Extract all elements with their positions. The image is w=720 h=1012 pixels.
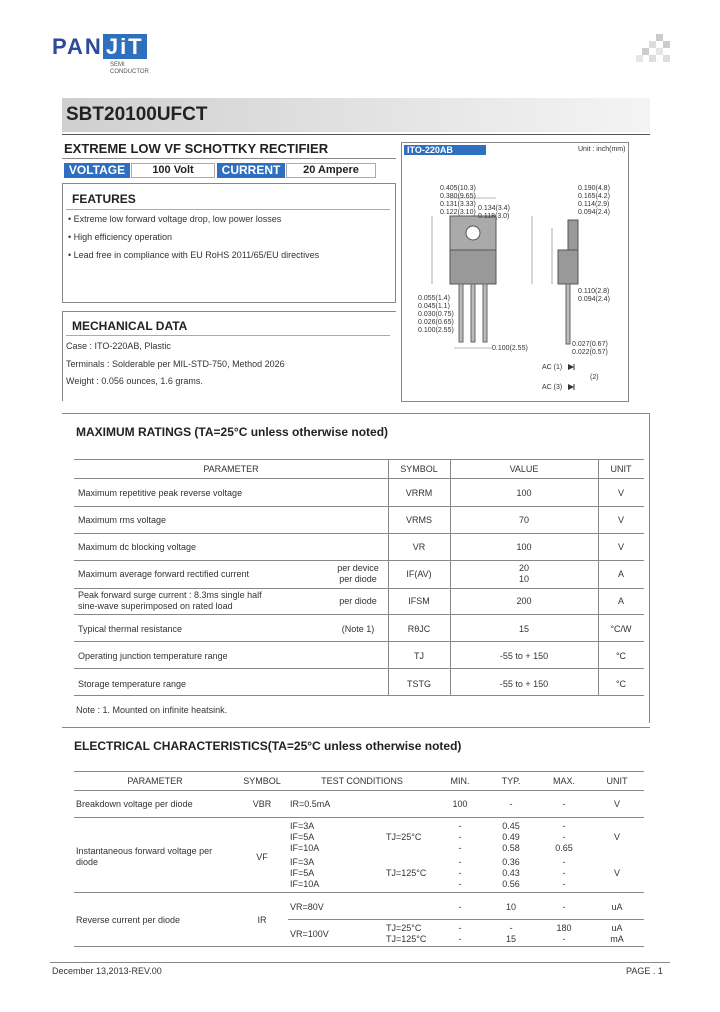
decorative-squares-icon bbox=[636, 34, 670, 68]
table-line bbox=[74, 478, 644, 479]
package-label: ITO-220AB bbox=[404, 145, 486, 155]
table-cell: Peak forward surge current : 8.3ms single half sine-wave superimposed on rated load bbox=[78, 590, 262, 611]
divider bbox=[62, 727, 650, 728]
dim-text: 0.110(2.8) 0.094(2.4) bbox=[578, 288, 610, 303]
company-logo bbox=[52, 34, 149, 76]
table-cell: mA bbox=[610, 934, 624, 944]
logo-sub2: CONDUCTOR bbox=[110, 69, 149, 75]
table-cell: -55 to + 150 bbox=[499, 679, 549, 689]
table-note: Note : 1. Mounted on infinite heatsink. bbox=[76, 705, 228, 715]
table-cell: TJ bbox=[414, 651, 424, 661]
table-cell: 20 10 bbox=[518, 563, 529, 584]
col-header: TYP. bbox=[501, 776, 521, 786]
table-cell: V bbox=[613, 799, 620, 809]
logo-sub1: SEMI bbox=[110, 62, 125, 68]
table-cell: - bbox=[458, 934, 462, 944]
table-cell: - bbox=[458, 857, 462, 867]
table-line bbox=[74, 695, 644, 696]
table-cell: per diode bbox=[339, 596, 377, 606]
mechanical-title: MECHANICAL DATA bbox=[72, 319, 188, 333]
table-cell: 70 bbox=[518, 515, 529, 525]
electrical-title: ELECTRICAL CHARACTERISTICS(TA=25°C unless otherwise noted) bbox=[74, 739, 462, 753]
table-cell: IF=3A bbox=[290, 821, 315, 831]
table-cell: VBR bbox=[252, 799, 272, 809]
table-cell: VR=80V bbox=[290, 902, 324, 912]
table-cell: Instantaneous forward voltage per diode bbox=[76, 846, 213, 867]
table-cell: uA bbox=[611, 923, 623, 933]
table-cell: TJ=125°C bbox=[386, 868, 427, 878]
table-cell: Typical thermal resistance bbox=[78, 624, 183, 634]
table-line bbox=[74, 771, 644, 772]
table-cell: IR bbox=[257, 915, 267, 925]
feature-item: • Lead free in compliance with EU RoHS 2011/65/EU directives bbox=[68, 250, 320, 260]
divider bbox=[62, 134, 650, 135]
table-line bbox=[288, 919, 644, 920]
table-cell: 100 bbox=[516, 488, 532, 498]
table-cell: 100 bbox=[452, 799, 468, 809]
voltage-label: VOLTAGE bbox=[64, 163, 130, 178]
table-cell: (Note 1) bbox=[341, 624, 375, 634]
mechanical-case: Case : ITO-220AB, Plastic bbox=[66, 341, 171, 351]
table-cell: 15 bbox=[505, 934, 516, 944]
mechanical-weight: Weight : 0.056 ounces, 1.6 grams. bbox=[66, 376, 203, 386]
table-line bbox=[74, 790, 644, 791]
feature-item: • High efficiency operation bbox=[68, 232, 173, 242]
table-cell: °C bbox=[615, 651, 627, 661]
pin-label: AC (3) bbox=[542, 384, 563, 391]
table-cell: per device per diode bbox=[337, 563, 379, 584]
table-cell: TJ=125°C bbox=[386, 934, 427, 944]
table-cell: - bbox=[509, 799, 513, 809]
current-value: 20 Ampere bbox=[286, 163, 376, 178]
table-cell: 180 bbox=[556, 923, 572, 933]
table-cell: - bbox=[509, 923, 513, 933]
table-cell: - bbox=[458, 902, 462, 912]
footer-date: December 13,2013-REV.00 bbox=[52, 966, 162, 976]
table-cell: 0.65 bbox=[555, 843, 573, 853]
table-cell: Breakdown voltage per diode bbox=[76, 799, 193, 809]
divider bbox=[66, 209, 390, 210]
table-line bbox=[74, 892, 644, 893]
dim-text: 0.027(0.67) 0.022(0.57) bbox=[572, 341, 608, 356]
footer-page: PAGE . 1 bbox=[626, 966, 663, 976]
table-line bbox=[74, 506, 644, 507]
table-cell: - bbox=[562, 799, 566, 809]
table-cell: 0.45 bbox=[502, 821, 520, 831]
table-cell: IF(AV) bbox=[406, 569, 432, 579]
table-cell: RθJC bbox=[407, 624, 431, 634]
table-cell: V bbox=[617, 515, 624, 525]
table-cell: V bbox=[613, 832, 620, 842]
col-header: UNIT bbox=[606, 776, 628, 786]
table-cell: IF=5A bbox=[290, 868, 315, 878]
table-cell: - bbox=[458, 821, 462, 831]
unit-note: Unit : inch(mm) bbox=[578, 146, 626, 153]
table-cell: 10 bbox=[505, 902, 516, 912]
table-cell: TJ=25°C bbox=[386, 923, 422, 933]
table-cell: Storage temperature range bbox=[78, 679, 187, 689]
table-cell: Maximum repetitive peak reverse voltage bbox=[78, 488, 243, 498]
col-header: MIN. bbox=[450, 776, 470, 786]
table-cell: V bbox=[617, 488, 624, 498]
table-line bbox=[74, 533, 644, 534]
table-cell: - bbox=[562, 868, 566, 878]
table-cell: IFSM bbox=[408, 596, 430, 606]
table-line bbox=[74, 588, 644, 589]
logo-jit-text: JiT bbox=[103, 34, 147, 59]
col-header: SYMBOL bbox=[400, 464, 438, 474]
table-cell: Maximum average forward rectified current bbox=[78, 569, 250, 579]
table-line bbox=[74, 641, 644, 642]
col-header: MAX. bbox=[552, 776, 575, 786]
dim-text: 0.100(2.55) bbox=[492, 345, 528, 352]
table-cell: -55 to + 150 bbox=[499, 651, 549, 661]
table-cell: - bbox=[562, 832, 566, 842]
current-label: CURRENT bbox=[217, 163, 285, 178]
col-header: UNIT bbox=[610, 464, 632, 474]
table-cell: IF=5A bbox=[290, 832, 315, 842]
table-cell: - bbox=[562, 902, 566, 912]
col-header: PARAMETER bbox=[127, 776, 183, 786]
table-cell: - bbox=[458, 879, 462, 889]
table-cell: TSTG bbox=[407, 679, 431, 689]
mechanical-terminals: Terminals : Solderable per MIL-STD-750, Method 2026 bbox=[66, 359, 285, 369]
part-number: SBT20100UFCT bbox=[66, 104, 208, 125]
col-header: SYMBOL bbox=[243, 776, 281, 786]
divider bbox=[66, 335, 390, 336]
col-header: TEST CONDITIONS bbox=[321, 776, 403, 786]
table-cell: °C/W bbox=[610, 624, 632, 634]
dim-text: 0.055(1.4) 0.045(1.1) 0.030(0.75) 0.026(0.65) 0.100(2.55) bbox=[418, 295, 454, 334]
table-cell: IF=3A bbox=[290, 857, 315, 867]
table-cell: VRMS bbox=[405, 515, 432, 525]
table-line bbox=[74, 459, 644, 460]
pin-label: AC (1) bbox=[542, 364, 563, 371]
table-cell: IR=0.5mA bbox=[290, 799, 331, 809]
logo-pan-text: PAN bbox=[52, 34, 103, 59]
table-cell: IF=10A bbox=[290, 843, 320, 853]
table-line bbox=[74, 817, 644, 818]
max-ratings-title: MAXIMUM RATINGS (TA=25°C unless otherwise noted) bbox=[76, 425, 389, 439]
table-cell: VRRM bbox=[405, 488, 433, 498]
table-cell: 0.36 bbox=[502, 857, 520, 867]
dim-text: 0.405(10.3) 0.380(9.65) 0.131(3.33) 0.122(3.10) bbox=[440, 185, 476, 216]
table-cell: Operating junction temperature range bbox=[78, 651, 228, 661]
table-cell: 100 bbox=[516, 542, 532, 552]
table-cell: V bbox=[613, 868, 620, 878]
col-header: VALUE bbox=[509, 464, 539, 474]
table-cell: - bbox=[562, 879, 566, 889]
table-cell: °C bbox=[615, 679, 627, 689]
table-cell: - bbox=[458, 843, 462, 853]
table-cell: Maximum dc blocking voltage bbox=[78, 542, 197, 552]
table-cell: - bbox=[458, 868, 462, 878]
table-cell: uA bbox=[611, 902, 623, 912]
table-cell: VF bbox=[256, 852, 268, 862]
table-cell: - bbox=[562, 857, 566, 867]
product-title: EXTREME LOW VF SCHOTTKY RECTIFIER bbox=[64, 141, 329, 156]
divider bbox=[62, 158, 396, 159]
divider bbox=[50, 962, 670, 963]
pin-label: (2) bbox=[590, 374, 599, 381]
table-cell: - bbox=[562, 821, 566, 831]
table-cell: - bbox=[458, 923, 462, 933]
dim-text: 0.190(4.8) 0.165(4.2) 0.114(2.9) 0.094(2.4) bbox=[578, 185, 610, 216]
table-cell: Reverse current per diode bbox=[76, 915, 181, 925]
table-cell: V bbox=[617, 542, 624, 552]
table-cell: 15 bbox=[518, 624, 529, 634]
features-title: FEATURES bbox=[72, 192, 136, 206]
table-cell: 200 bbox=[516, 596, 532, 606]
table-cell: IF=10A bbox=[290, 879, 320, 889]
table-cell: A bbox=[617, 569, 624, 579]
table-cell: 0.56 bbox=[502, 879, 520, 889]
table-line bbox=[74, 668, 644, 669]
table-cell: Maximum rms voltage bbox=[78, 515, 167, 525]
table-line bbox=[74, 614, 644, 615]
table-cell: 0.49 bbox=[502, 832, 520, 842]
table-cell: A bbox=[617, 596, 624, 606]
table-cell: 0.43 bbox=[502, 868, 520, 878]
table-cell: VR=100V bbox=[290, 929, 329, 939]
table-cell: TJ=25°C bbox=[386, 832, 422, 842]
voltage-value: 100 Volt bbox=[131, 163, 215, 178]
table-line bbox=[74, 946, 644, 947]
table-cell: - bbox=[562, 934, 566, 944]
col-header: PARAMETER bbox=[203, 464, 259, 474]
table-cell: VR bbox=[412, 542, 426, 552]
dim-text: 0.134(3.4) 0.118(3.0) bbox=[478, 205, 510, 220]
feature-item: • Extreme low forward voltage drop, low power losses bbox=[68, 214, 282, 224]
table-cell: - bbox=[458, 832, 462, 842]
table-line bbox=[74, 560, 644, 561]
table-cell: 0.58 bbox=[502, 843, 520, 853]
